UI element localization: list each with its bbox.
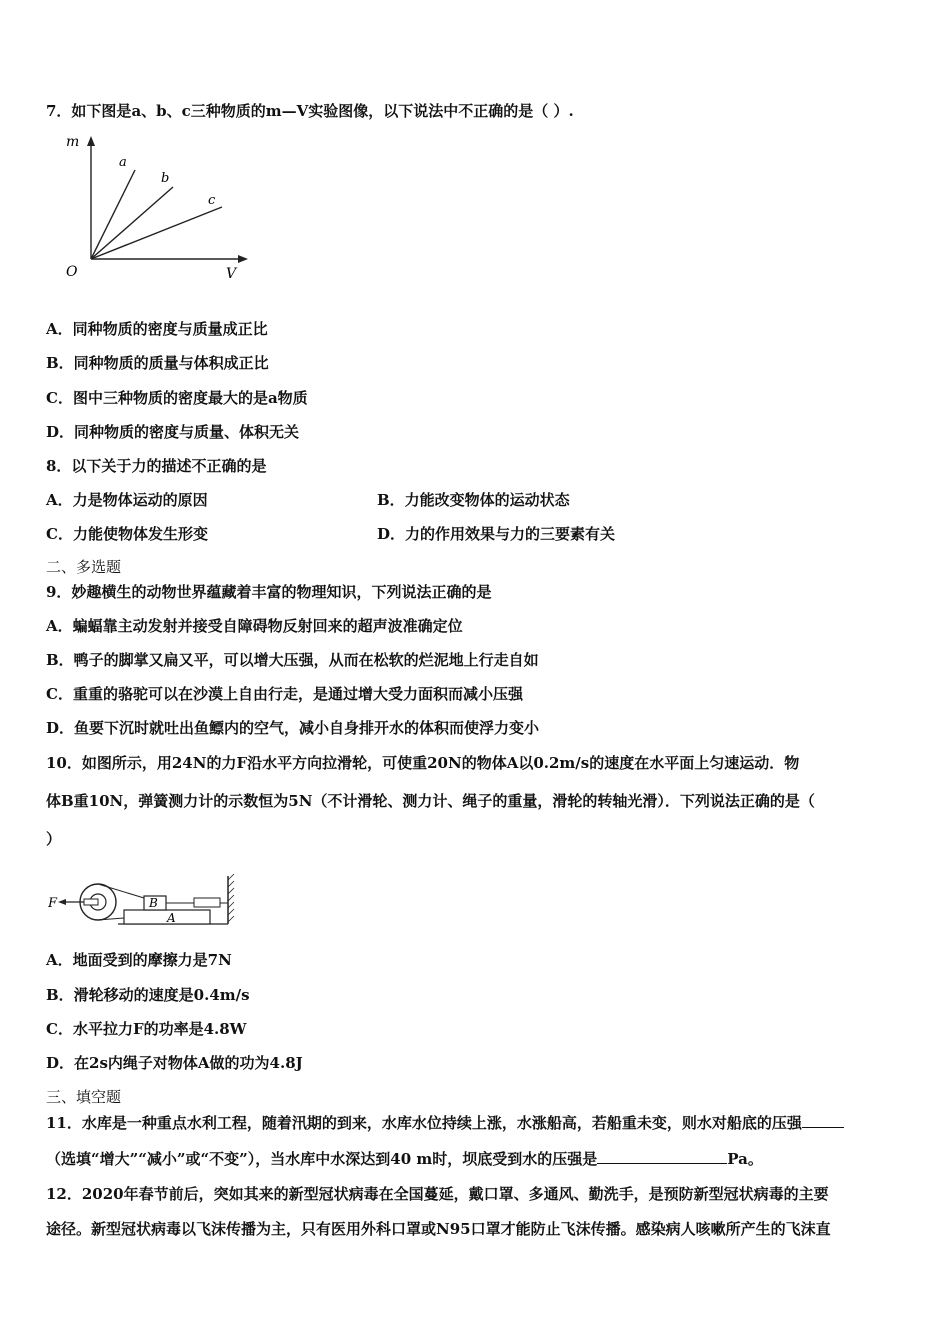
q11-text-1: 11．水库是一种重点水利工程，随着汛期的到来，水库水位持续上涨，水涨船高，若船重未变，则水对船底的压强: [46, 1114, 802, 1132]
q8-option-d: D．力的作用效果与力的三要素有关: [377, 525, 616, 543]
q11-line-1: [46, 1113, 844, 1133]
graph-x-label: V: [226, 266, 237, 282]
q8-option-c: C．力能使物体发生形变: [46, 525, 208, 543]
q12-line-1: 12．2020年春节前后，突如其来的新型冠状病毒在全国蔓延，戴口罩、多通风、勤洗手，是预防新型冠状病毒的主要: [46, 1185, 829, 1203]
q8-option-b: B．力能改变物体的运动状态: [377, 491, 570, 509]
q11-unit: Pa。: [727, 1150, 763, 1168]
graph-y-label: m: [66, 134, 80, 150]
q10-option-b: B．滑轮移动的速度是0.4m/s: [46, 986, 250, 1004]
q8-stem: 8．以下关于力的描述不正确的是: [46, 457, 267, 475]
section-heading-fill-in: 三、填空题: [46, 1088, 122, 1106]
q10-option-c: C．水平拉力F的功率是4.8W: [46, 1020, 247, 1038]
q10-stem-line-3: ）: [46, 830, 62, 848]
q7-mv-graph: [60, 132, 250, 282]
q7-option-b: B．同种物质的质量与体积成正比: [46, 354, 269, 372]
q7-stem: 7．如下图是a、b、c三种物质的m—V实验图像，以下说法中不正确的是（ ）.: [46, 102, 574, 120]
q11-line-2: [46, 1149, 763, 1169]
q9-stem: 9．妙趣横生的动物世界蕴藏着丰富的物理知识，下列说法正确的是: [46, 583, 492, 601]
q11-blank-pressure-change[interactable]: [802, 1113, 844, 1128]
graph-line-c-label: c: [208, 193, 216, 208]
figure-label-b: B: [149, 896, 158, 910]
figure-label-f: F: [48, 896, 58, 911]
section-heading-multiple-choice: 二、多选题: [46, 558, 122, 576]
q10-stem-line-2: 体B重10N，弹簧测力计的示数恒为5N（不计滑轮、测力计、绳子的重量，滑轮的转轴光滑）．下列说法正确的是（: [46, 792, 815, 810]
q10-pulley-figure: [48, 872, 238, 930]
q10-option-d: D．在2s内绳子对物体A做的功为4.8J: [46, 1054, 303, 1072]
graph-line-b-label: b: [161, 171, 170, 186]
q11-text-2: （选填“增大”“减小”或“不变”），当水库中水深达到40 m时，坝底受到水的压强是: [46, 1150, 598, 1168]
q9-option-d: D．鱼要下沉时就吐出鱼鳔内的空气，减小自身排开水的体积而使浮力变小: [46, 719, 540, 737]
q7-option-c: C．图中三种物质的密度最大的是a物质: [46, 389, 308, 407]
q9-option-c: C．重重的骆驼可以在沙漠上自由行走，是通过增大受力面积而减小压强: [46, 685, 523, 703]
q8-option-a: A．力是物体运动的原因: [46, 491, 208, 509]
figure-label-a: A: [167, 911, 176, 925]
q11-blank-pressure-value[interactable]: [597, 1149, 727, 1164]
graph-origin-label: O: [66, 264, 78, 280]
q10-stem-line-1: 10．如图所示，用24N的力F沿水平方向拉滑轮，可使重20N的物体A以0.2m/s的速度在水平面上匀速运动．物: [46, 754, 800, 772]
q9-option-a: A．蝙蝠靠主动发射并接受自障碍物反射回来的超声波准确定位: [46, 617, 463, 635]
q7-option-d: D．同种物质的密度与质量、体积无关: [46, 423, 300, 441]
q10-option-a: A．地面受到的摩擦力是7N: [46, 951, 232, 969]
q12-line-2: 途径。新型冠状病毒以飞沫传播为主，只有医用外科口罩或N95口罩才能防止飞沫传播。感染病人咳嗽所产生的飞沫直: [46, 1220, 831, 1238]
graph-line-a-label: a: [119, 155, 127, 170]
q9-option-b: B．鸭子的脚掌又扁又平，可以增大压强，从而在松软的烂泥地上行走自如: [46, 651, 539, 669]
q7-option-a: A．同种物质的密度与质量成正比: [46, 320, 268, 338]
